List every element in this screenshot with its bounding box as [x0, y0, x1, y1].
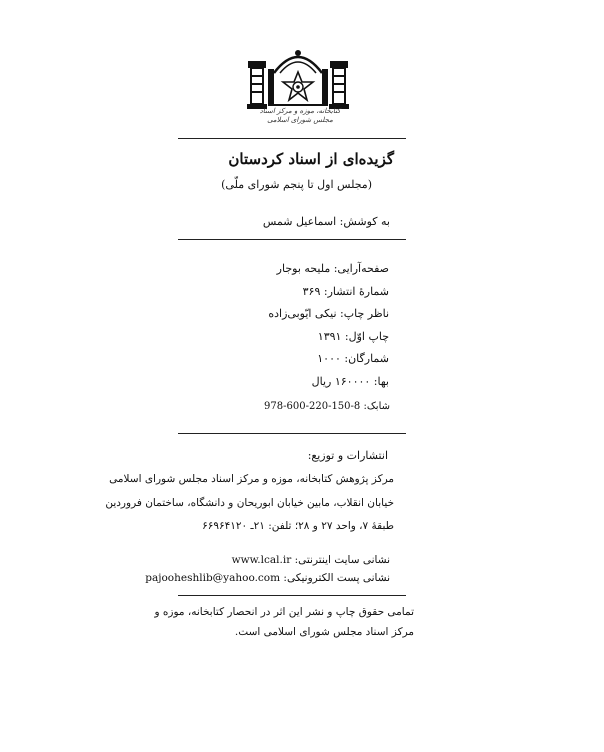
email-link[interactable]: pajooheshlib@yahoo.com	[145, 572, 281, 584]
copyright-line-2: مرکز اسناد مجلس شورای اسلامی است.	[234, 626, 414, 638]
credit-circulation: شمارگان: ۱۰۰۰	[317, 352, 389, 365]
website-link[interactable]: www.lcal.ir	[231, 554, 292, 566]
website-row	[232, 554, 390, 566]
isbn	[264, 401, 390, 412]
publisher-line-1: مرکز پژوهش کتابخانه، موزه و مرکز اسناد مجلس شورای اسلامی	[109, 473, 394, 485]
publisher-heading: انتشارات و توزیع:	[307, 449, 388, 462]
divider-copyright	[178, 595, 406, 596]
compiler-credit: به کوشش: اسماعیل شمس	[262, 215, 390, 228]
divider-credits	[178, 239, 406, 240]
email-row	[145, 572, 390, 584]
credit-layout: صفحه‌آرایی: ملیحه بوجار	[276, 262, 389, 275]
book-subtitle: (مجلس اول تا پنجم شورای ملّی)	[221, 178, 372, 191]
divider-publisher	[178, 433, 406, 434]
publisher-line-2: خیابان انقلاب، مابین خیابان ابوریحان و دانشگاه، ساختمان فروردین	[105, 497, 394, 509]
divider-top	[178, 138, 406, 139]
email-label: نشانی پست الکترونیکی:	[283, 572, 390, 584]
logo-caption-line1: کتابخانه، موزه و مرکز اسناد	[259, 107, 341, 115]
isbn-label: شابک:	[363, 401, 390, 412]
logo-caption-line2: مجلس شورای اسلامی	[267, 116, 333, 124]
credit-first-edition: چاپ اوّل: ۱۳۹۱	[317, 330, 389, 343]
credit-price: بها: ۱۶۰۰۰۰ ریال	[311, 375, 389, 388]
copyright-line-1: تمامی حقوق چاپ و نشر این اثر در انحصار کتابخانه، موزه و	[154, 606, 414, 618]
logo-caption	[252, 107, 348, 125]
credit-print-supervisor: ناظر چاپ: نیکی ایّوبی‌زاده	[268, 307, 389, 320]
isbn-value: 978-600-220-150-8	[264, 401, 361, 412]
publisher-line-3: طبقهٔ ۷، واحد ۲۷ و ۲۸؛ تلفن: ۲۱ـ ۶۶۹۶۴۱۲۰	[202, 520, 394, 532]
credit-publication-number: شمارهٔ انتشار: ۳۶۹	[302, 285, 389, 298]
website-label: نشانی سایت اینترنتی:	[294, 554, 390, 566]
book-title: گزیده‌ای از اسناد کردستان	[228, 150, 394, 168]
